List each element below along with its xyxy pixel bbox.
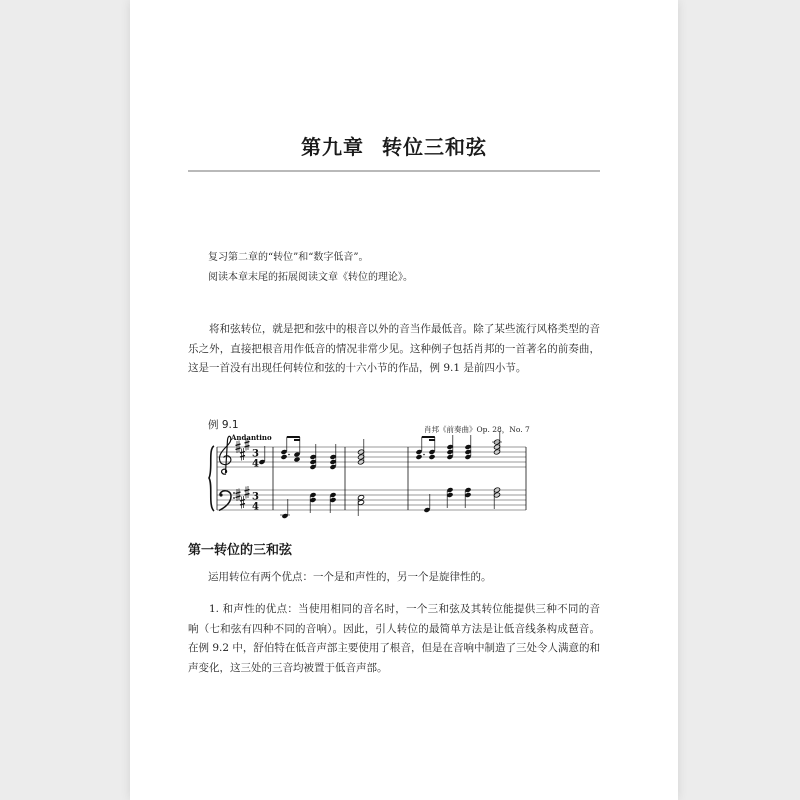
section-lead: 运用转位有两个优点：一个是和声性的，另一个是旋律性的。 bbox=[208, 571, 492, 583]
brace bbox=[209, 446, 214, 511]
title-rule bbox=[188, 170, 600, 172]
bass-clef-dot bbox=[219, 493, 222, 496]
note-head bbox=[280, 454, 287, 460]
treble-clef bbox=[219, 436, 230, 474]
study-note: 阅读本章末尾的拓展阅读文章《转位的理论》。 bbox=[208, 272, 413, 283]
time-signature-bottom: 4 bbox=[252, 501, 259, 513]
treble-staff bbox=[217, 447, 526, 467]
dot bbox=[423, 454, 425, 456]
point-1-paragraph: 1. 和声性的优点：当使用相同的音名时，一个三和弦及其转位能提供三种不同的音响（七和弦有四种不同的音响）。因此，引人转位的最简单方法是让低音线条构成琶音。在例 9.2 中，舒伯特在低音声部主要使用了根音，但是在音响中制造了三处令人满意的和声变化，这三处的三音均被置于低音声部。 bbox=[188, 603, 600, 674]
study-notes bbox=[208, 248, 600, 288]
music-example-score bbox=[205, 415, 535, 520]
bass-clef-dot bbox=[233, 492, 235, 494]
key-sharp-c bbox=[240, 496, 245, 509]
time-signature-top: 3 bbox=[252, 491, 259, 503]
example-source: 肖邦《前奏曲》Op. 28，No. 7 bbox=[424, 425, 530, 434]
section-heading: 第一转位的三和弦 bbox=[188, 543, 293, 558]
study-note: 复习第二章的“转位”和“数字低音”。 bbox=[208, 252, 369, 263]
note-head bbox=[428, 454, 435, 460]
bass-clef-dot bbox=[233, 497, 235, 499]
tempo-marking: Andantino bbox=[231, 433, 272, 442]
dot bbox=[288, 454, 290, 456]
time-signature-top: 3 bbox=[252, 448, 259, 460]
time-signature-bottom: 4 bbox=[252, 458, 259, 470]
key-sharp-c bbox=[240, 448, 245, 461]
bass-staff bbox=[217, 490, 526, 510]
example-label: 例 9.1 bbox=[208, 419, 239, 431]
bass-notes bbox=[280, 487, 501, 519]
chapter-title bbox=[188, 133, 600, 161]
intro-paragraph: 将和弦转位，就是把和弦中的根音以外的音当作最低音。除了某些流行风格类型的音乐之外，直接把根音用作低音的情况非常少见。这种例子包括肖邦的一首著名的前奏曲，这是一首没有出现任何转位和弦的十六小节的作品，例 9.1 是前四小节。 bbox=[188, 323, 600, 374]
key-sharp-g bbox=[245, 486, 250, 499]
chapter-title-text: 转位三和弦 bbox=[382, 135, 487, 159]
note-head bbox=[293, 457, 300, 463]
note-head bbox=[415, 454, 422, 460]
treble-notes bbox=[258, 431, 502, 470]
chapter-number: 第九章 bbox=[301, 135, 364, 159]
book-page bbox=[130, 0, 678, 800]
